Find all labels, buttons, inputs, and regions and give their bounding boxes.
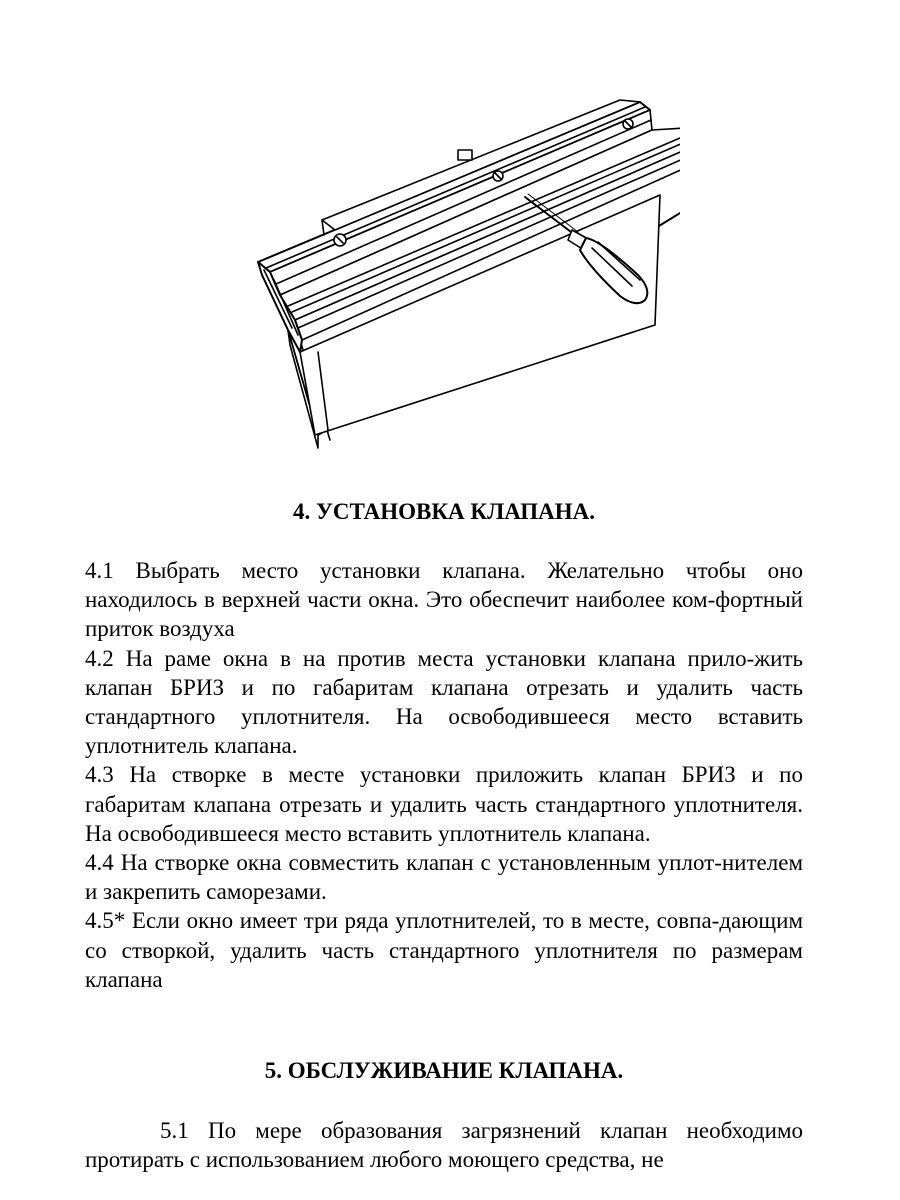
- paragraph-5-1: 5.1 По мере образования загрязнений клапан необходимо протирать с использованием любого моющего средства, не: [85, 1118, 803, 1173]
- paragraph-4-3: 4.3 На створке в месте установки приложить клапан БРИЗ и по габаритам клапана отрезать и удалить часть стандартного уплотнителя. На освободившееся место вставить уплотнитель клапана.: [85, 762, 803, 846]
- paragraph-4-2: 4.2 На раме окна в на против места установки клапана прило-жить клапан БРИЗ и по габаритам клапана отрезать и удалить часть стандартного уплотнителя. На освободившееся место вставить уплотнитель клапана.: [85, 645, 803, 759]
- paragraph-4-5: 4.5* Если окно имеет три ряда уплотнителей, то в месте, совпа-дающим со створкой, удалить часть стандартного уплотнителя по размерам клапана: [85, 908, 803, 992]
- section-5-body: [85, 1116, 803, 1174]
- section-5-heading: 5. ОБСЛУЖИВАНИЕ КЛАПАНА.: [264, 1058, 624, 1083]
- valve-installation-illustration: [240, 90, 680, 450]
- paragraph-4-1: 4.1 Выбрать место установки клапана. Желательно чтобы оно находилось в верхней части окна. Это обеспечит наиболее ком-фортный приток воздуха: [85, 558, 803, 642]
- section-4-heading: 4. УСТАНОВКА КЛАПАНА.: [292, 499, 596, 524]
- paragraph-4-4: 4.4 На створке окна совместить клапан с установленным уплот-нителем и закрепить саморезами.: [85, 850, 803, 905]
- section-4-body: [85, 556, 803, 994]
